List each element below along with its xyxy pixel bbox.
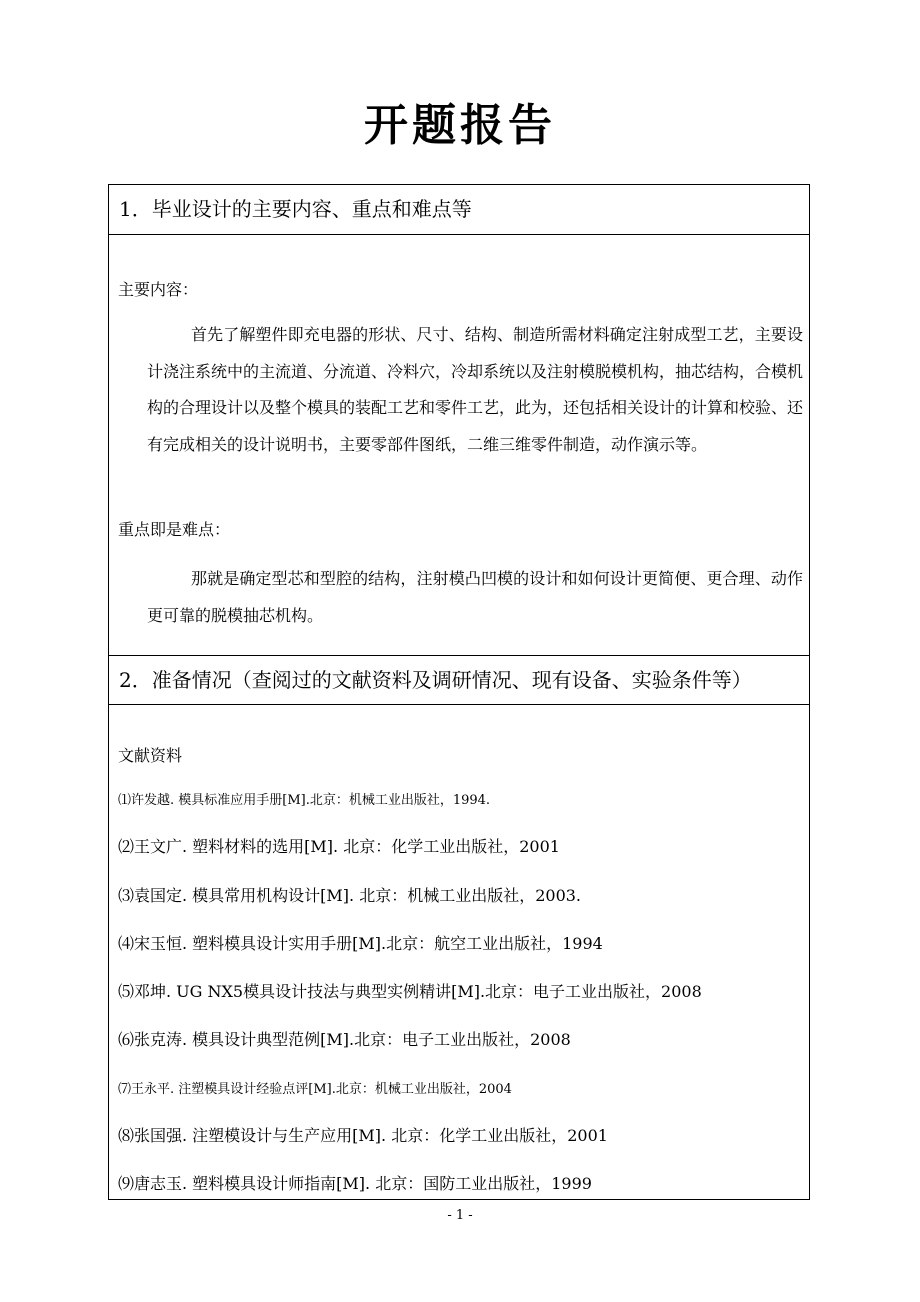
key-points-label: 重点即是难点：: [118, 520, 231, 539]
page-number: - 1 -: [447, 1208, 473, 1223]
reference-item: ⑸邓坤. UG NX5模具设计技法与典型实例精讲[M].北京：电子工业出版社，2008: [118, 982, 702, 1001]
reference-item: ⑼唐志玉. 塑料模具设计师指南[M]. 北京：国防工业出版社，1999: [118, 1174, 592, 1193]
section-2-heading: 2．准备情况（查阅过的文献资料及调研情况、现有设备、实验条件等）: [109, 655, 809, 705]
reference-item: ⑻张国强. 注塑模设计与生产应用[M]. 北京：化学工业出版社，2001: [118, 1126, 608, 1145]
section-1-heading: 1．毕业设计的主要内容、重点和难点等: [109, 185, 809, 235]
main-content-label: 主要内容：: [118, 280, 199, 299]
reference-item: ⑺王永平. 注塑模具设计经验点评[M].北京：机械工业出版社，2004: [118, 1082, 512, 1097]
references-label: 文献资料: [118, 746, 183, 765]
page-title: 开题报告: [364, 100, 556, 151]
reference-item: ⑷宋玉恒. 塑料模具设计实用手册[M].北京：航空工业出版社，1994: [118, 934, 603, 953]
reference-item: ⑶袁国定. 模具常用机构设计[M]. 北京：机械工业出版社，2003.: [118, 886, 582, 905]
reference-item: ⑵王文广. 塑料材料的选用[M]. 北京：化学工业出版社，2001: [118, 837, 560, 856]
report-table: [108, 184, 810, 1200]
reference-item: ⑹张克涛. 模具设计典型范例[M].北京：电子工业出版社，2008: [118, 1030, 571, 1049]
reference-item: ⑴许发越. 模具标准应用手册[M].北京：机械工业出版社，1994.: [118, 793, 491, 808]
key-points-text: 那就是确定型芯和型腔的结构，注射模凸凹模的设计和如何设计更简便、更合理、动作更可靠的脱模抽芯机构。: [147, 569, 803, 625]
main-content-text: 首先了解塑件即充电器的形状、尺寸、结构、制造所需材料确定注射成型工艺，主要设计浇注系统中的主流道、分流道、冷料穴，冷却系统以及注射模脱模机构，抽芯结构，合模机构的合理设计以及整个模具的装配工艺和零件工艺，此为，还包括相关设计的计算和校验、还有完成相关的设计说明书，主要零部件图纸，二维三维零件制造，动作演示等。: [147, 325, 804, 454]
